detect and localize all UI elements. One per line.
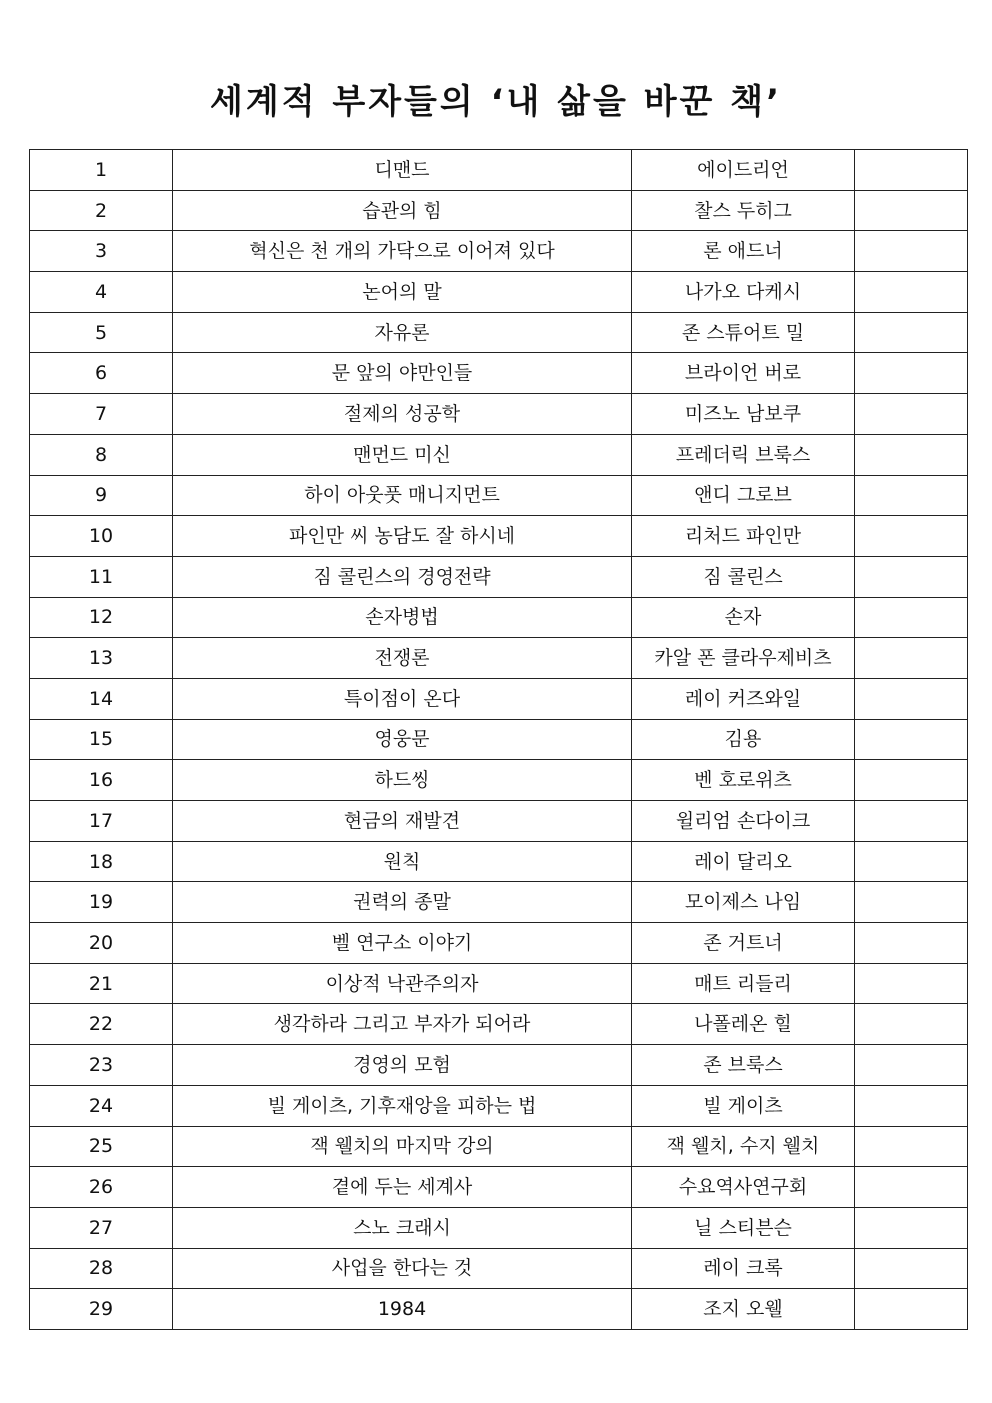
book-author-cell: 에이드리언	[632, 150, 855, 191]
book-title-cell: 문 앞의 야만인들	[173, 353, 632, 394]
book-title-cell: 곁에 두는 세계사	[173, 1167, 632, 1208]
table-row	[30, 963, 968, 1004]
row-number-cell: 20	[30, 923, 173, 964]
empty-cell	[855, 150, 968, 191]
book-list-body	[30, 150, 968, 1330]
table-row	[30, 1085, 968, 1126]
book-title-cell: 사업을 한다는 것	[173, 1248, 632, 1289]
book-author-cell: 존 거트너	[632, 923, 855, 964]
empty-cell	[855, 882, 968, 923]
empty-cell	[855, 556, 968, 597]
table-row	[30, 801, 968, 842]
book-author-cell: 리처드 파인만	[632, 516, 855, 557]
empty-cell	[855, 231, 968, 272]
empty-cell	[855, 434, 968, 475]
empty-cell	[855, 923, 968, 964]
book-title-cell: 권력의 종말	[173, 882, 632, 923]
table-row	[30, 841, 968, 882]
book-title-cell: 경영의 모험	[173, 1045, 632, 1086]
empty-cell	[855, 353, 968, 394]
table-row	[30, 516, 968, 557]
book-author-cell: 레이 커즈와일	[632, 678, 855, 719]
book-title-cell: 영웅문	[173, 719, 632, 760]
table-row	[30, 312, 968, 353]
empty-cell	[855, 1004, 968, 1045]
book-title-cell: 하이 아웃풋 매니지먼트	[173, 475, 632, 516]
row-number-cell: 18	[30, 841, 173, 882]
empty-cell	[855, 678, 968, 719]
table-row	[30, 1207, 968, 1248]
empty-cell	[855, 475, 968, 516]
book-author-cell: 벤 호로위츠	[632, 760, 855, 801]
book-title-cell: 전쟁론	[173, 638, 632, 679]
table-row	[30, 475, 968, 516]
book-author-cell: 카알 폰 클라우제비츠	[632, 638, 855, 679]
book-title-cell: 하드씽	[173, 760, 632, 801]
book-title-cell: 특이점이 온다	[173, 678, 632, 719]
book-title-cell: 파인만 씨 농담도 잘 하시네	[173, 516, 632, 557]
table-row	[30, 190, 968, 231]
row-number-cell: 12	[30, 597, 173, 638]
book-title-cell: 1984	[173, 1289, 632, 1330]
book-title-cell: 짐 콜린스의 경영전략	[173, 556, 632, 597]
row-number-cell: 13	[30, 638, 173, 679]
book-author-cell: 나폴레온 힐	[632, 1004, 855, 1045]
empty-cell	[855, 801, 968, 842]
row-number-cell: 15	[30, 719, 173, 760]
empty-cell	[855, 1085, 968, 1126]
book-author-cell: 김용	[632, 719, 855, 760]
book-title-cell: 이상적 낙관주의자	[173, 963, 632, 1004]
book-list-table	[29, 149, 968, 1330]
table-row	[30, 231, 968, 272]
book-author-cell: 론 애드너	[632, 231, 855, 272]
book-title-cell: 자유론	[173, 312, 632, 353]
book-author-cell: 잭 웰치, 수지 웰치	[632, 1126, 855, 1167]
table-row	[30, 923, 968, 964]
empty-cell	[855, 760, 968, 801]
empty-cell	[855, 1045, 968, 1086]
empty-cell	[855, 394, 968, 435]
book-author-cell: 짐 콜린스	[632, 556, 855, 597]
row-number-cell: 9	[30, 475, 173, 516]
table-row	[30, 150, 968, 191]
table-row	[30, 882, 968, 923]
table-row	[30, 719, 968, 760]
row-number-cell: 23	[30, 1045, 173, 1086]
book-author-cell: 매트 리들리	[632, 963, 855, 1004]
row-number-cell: 16	[30, 760, 173, 801]
book-author-cell: 존 브룩스	[632, 1045, 855, 1086]
empty-cell	[855, 1207, 968, 1248]
book-title-cell: 손자병법	[173, 597, 632, 638]
row-number-cell: 10	[30, 516, 173, 557]
book-author-cell: 찰스 두히그	[632, 190, 855, 231]
book-author-cell: 빌 게이츠	[632, 1085, 855, 1126]
table-row	[30, 434, 968, 475]
table-row	[30, 1126, 968, 1167]
empty-cell	[855, 841, 968, 882]
book-title-cell: 스노 크래시	[173, 1207, 632, 1248]
row-number-cell: 5	[30, 312, 173, 353]
row-number-cell: 27	[30, 1207, 173, 1248]
empty-cell	[855, 1289, 968, 1330]
row-number-cell: 22	[30, 1004, 173, 1045]
row-number-cell: 25	[30, 1126, 173, 1167]
book-author-cell: 존 스튜어트 밀	[632, 312, 855, 353]
book-author-cell: 레이 달리오	[632, 841, 855, 882]
row-number-cell: 24	[30, 1085, 173, 1126]
book-title-cell: 현금의 재발견	[173, 801, 632, 842]
book-author-cell: 닐 스티븐슨	[632, 1207, 855, 1248]
book-author-cell: 브라이언 버로	[632, 353, 855, 394]
table-row	[30, 597, 968, 638]
row-number-cell: 3	[30, 231, 173, 272]
row-number-cell: 26	[30, 1167, 173, 1208]
book-title-cell: 잭 웰치의 마지막 강의	[173, 1126, 632, 1167]
book-author-cell: 나가오 다케시	[632, 272, 855, 313]
book-title-cell: 습관의 힘	[173, 190, 632, 231]
table-row	[30, 272, 968, 313]
book-author-cell: 수요역사연구회	[632, 1167, 855, 1208]
row-number-cell: 8	[30, 434, 173, 475]
row-number-cell: 21	[30, 963, 173, 1004]
book-title-cell: 혁신은 천 개의 가닥으로 이어져 있다	[173, 231, 632, 272]
book-title-cell: 원칙	[173, 841, 632, 882]
row-number-cell: 14	[30, 678, 173, 719]
row-number-cell: 29	[30, 1289, 173, 1330]
empty-cell	[855, 1167, 968, 1208]
table-row	[30, 638, 968, 679]
book-author-cell: 윌리엄 손다이크	[632, 801, 855, 842]
table-row	[30, 394, 968, 435]
book-author-cell: 손자	[632, 597, 855, 638]
empty-cell	[855, 1248, 968, 1289]
empty-cell	[855, 719, 968, 760]
book-title-cell: 논어의 말	[173, 272, 632, 313]
row-number-cell: 17	[30, 801, 173, 842]
book-title-cell: 디맨드	[173, 150, 632, 191]
book-author-cell: 레이 크록	[632, 1248, 855, 1289]
book-title-cell: 빌 게이츠, 기후재앙을 피하는 법	[173, 1085, 632, 1126]
empty-cell	[855, 963, 968, 1004]
row-number-cell: 28	[30, 1248, 173, 1289]
empty-cell	[855, 312, 968, 353]
empty-cell	[855, 272, 968, 313]
book-author-cell: 조지 오웰	[632, 1289, 855, 1330]
row-number-cell: 1	[30, 150, 173, 191]
table-row	[30, 1248, 968, 1289]
book-title-cell: 생각하라 그리고 부자가 되어라	[173, 1004, 632, 1045]
table-row	[30, 353, 968, 394]
empty-cell	[855, 516, 968, 557]
row-number-cell: 6	[30, 353, 173, 394]
row-number-cell: 2	[30, 190, 173, 231]
table-row	[30, 1289, 968, 1330]
empty-cell	[855, 1126, 968, 1167]
page-title: 세계적 부자들의 ‘내 삶을 바꾼 책’	[210, 82, 782, 122]
row-number-cell: 11	[30, 556, 173, 597]
table-row	[30, 556, 968, 597]
book-author-cell: 미즈노 남보쿠	[632, 394, 855, 435]
table-row	[30, 678, 968, 719]
book-author-cell: 모이제스 나임	[632, 882, 855, 923]
book-title-cell: 절제의 성공학	[173, 394, 632, 435]
row-number-cell: 19	[30, 882, 173, 923]
table-row	[30, 1167, 968, 1208]
empty-cell	[855, 638, 968, 679]
table-row	[30, 1045, 968, 1086]
table-row	[30, 760, 968, 801]
book-title-cell: 벨 연구소 이야기	[173, 923, 632, 964]
row-number-cell: 7	[30, 394, 173, 435]
book-title-cell: 맨먼드 미신	[173, 434, 632, 475]
empty-cell	[855, 597, 968, 638]
empty-cell	[855, 190, 968, 231]
book-author-cell: 앤디 그로브	[632, 475, 855, 516]
book-author-cell: 프레더릭 브룩스	[632, 434, 855, 475]
row-number-cell: 4	[30, 272, 173, 313]
table-row	[30, 1004, 968, 1045]
